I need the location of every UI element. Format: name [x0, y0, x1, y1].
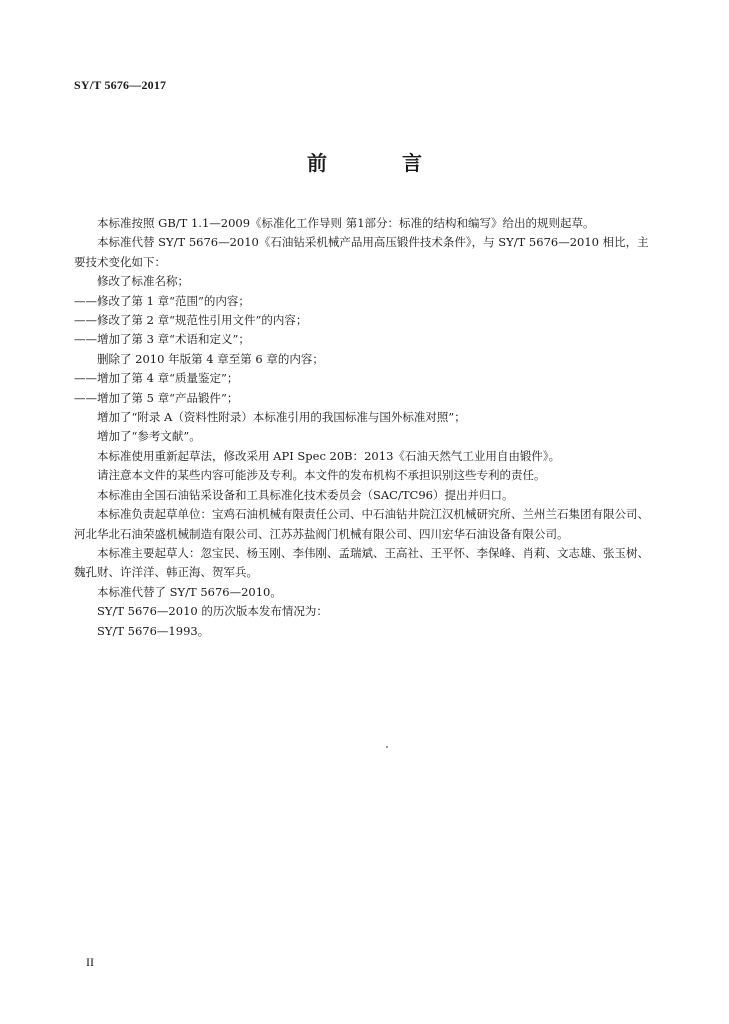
list-item-change: 删除了 2010 年版第 4 章至第 6 章的内容； — [97, 351, 324, 366]
list-item-change: 增加了“参考文献”。 — [97, 429, 201, 444]
paragraph-patent-notice: 请注意本文件的某些内容可能涉及专利。本文件的发布机构不承担识别这些专利的责任。 — [97, 468, 546, 483]
list-item-change: ——增加了第 3 章“术语和定义”； — [74, 332, 250, 347]
paragraph-replacement: 本标准代替 SY/T 5676—2010《石油钻采机械产品用高压锻件技术条件》，与 SY/T 5676—2010 相比，主要技术变化如下： — [74, 235, 649, 269]
paragraph-drafting-rules: 本标准按照 GB/T 1.1—2009《标准化工作导则 第1部分：标准的结构和编写》给出的规则起草。 — [97, 216, 595, 230]
list-item-change: ——增加了第 4 章“质量鉴定”； — [74, 371, 239, 386]
page-title: 前 言 — [307, 151, 456, 175]
list-item-change: ——增加了第 5 章“产品锻件”； — [74, 390, 239, 405]
paragraph-drafting-units: 本标准负责起草单位：宝鸡石油机械有限责任公司、中石油钻井院江汉机械研究所、兰州兰石集团有限公司、河北华北石油荣盛机械制造有限公司、江苏苏盐阀门机械有限公司、四川宏华石油设备有限公司。 — [74, 507, 649, 541]
list-item-change: 修改了标准名称； — [97, 274, 189, 289]
paragraph-drafters: 本标准主要起草人：忽宝民、杨玉刚、李伟刚、孟瑞斌、王高社、王平怀、李保峰、肖莉、文志雄、张玉树、魏孔财、许洋洋、韩正海、贺军兵。 — [74, 545, 649, 580]
scan-speck — [386, 746, 388, 748]
paragraph-adoption: 本标准使用重新起草法，修改采用 API Spec 20B：2013《石油天然气工业用自由锻件》。 — [97, 448, 561, 463]
paragraph-proposer: 本标准由全国石油钻采设备和工具标准化技术委员会（SAC/TC96）提出并归口。 — [97, 487, 514, 502]
paragraph-history-item: SY/T 5676—1993。 — [97, 623, 210, 638]
list-item-change: ——修改了第 1 章“范围”的内容； — [74, 293, 250, 308]
list-item-change: ——修改了第 2 章“规范性引用文件”的内容； — [74, 313, 308, 328]
list-item-change: 增加了“附录 A（资料性附录）本标准引用的我国标准与国外标准对照”； — [97, 410, 466, 425]
foreword-body — [74, 214, 659, 641]
standard-code-header: SY/T 5676—2017 — [74, 78, 167, 92]
paragraph-history-intro: SY/T 5676—2010 的历次版本发布情况为： — [97, 604, 328, 619]
paragraph-supersedes: 本标准代替了 SY/T 5676—2010。 — [97, 584, 282, 599]
page-number: II — [86, 955, 94, 969]
